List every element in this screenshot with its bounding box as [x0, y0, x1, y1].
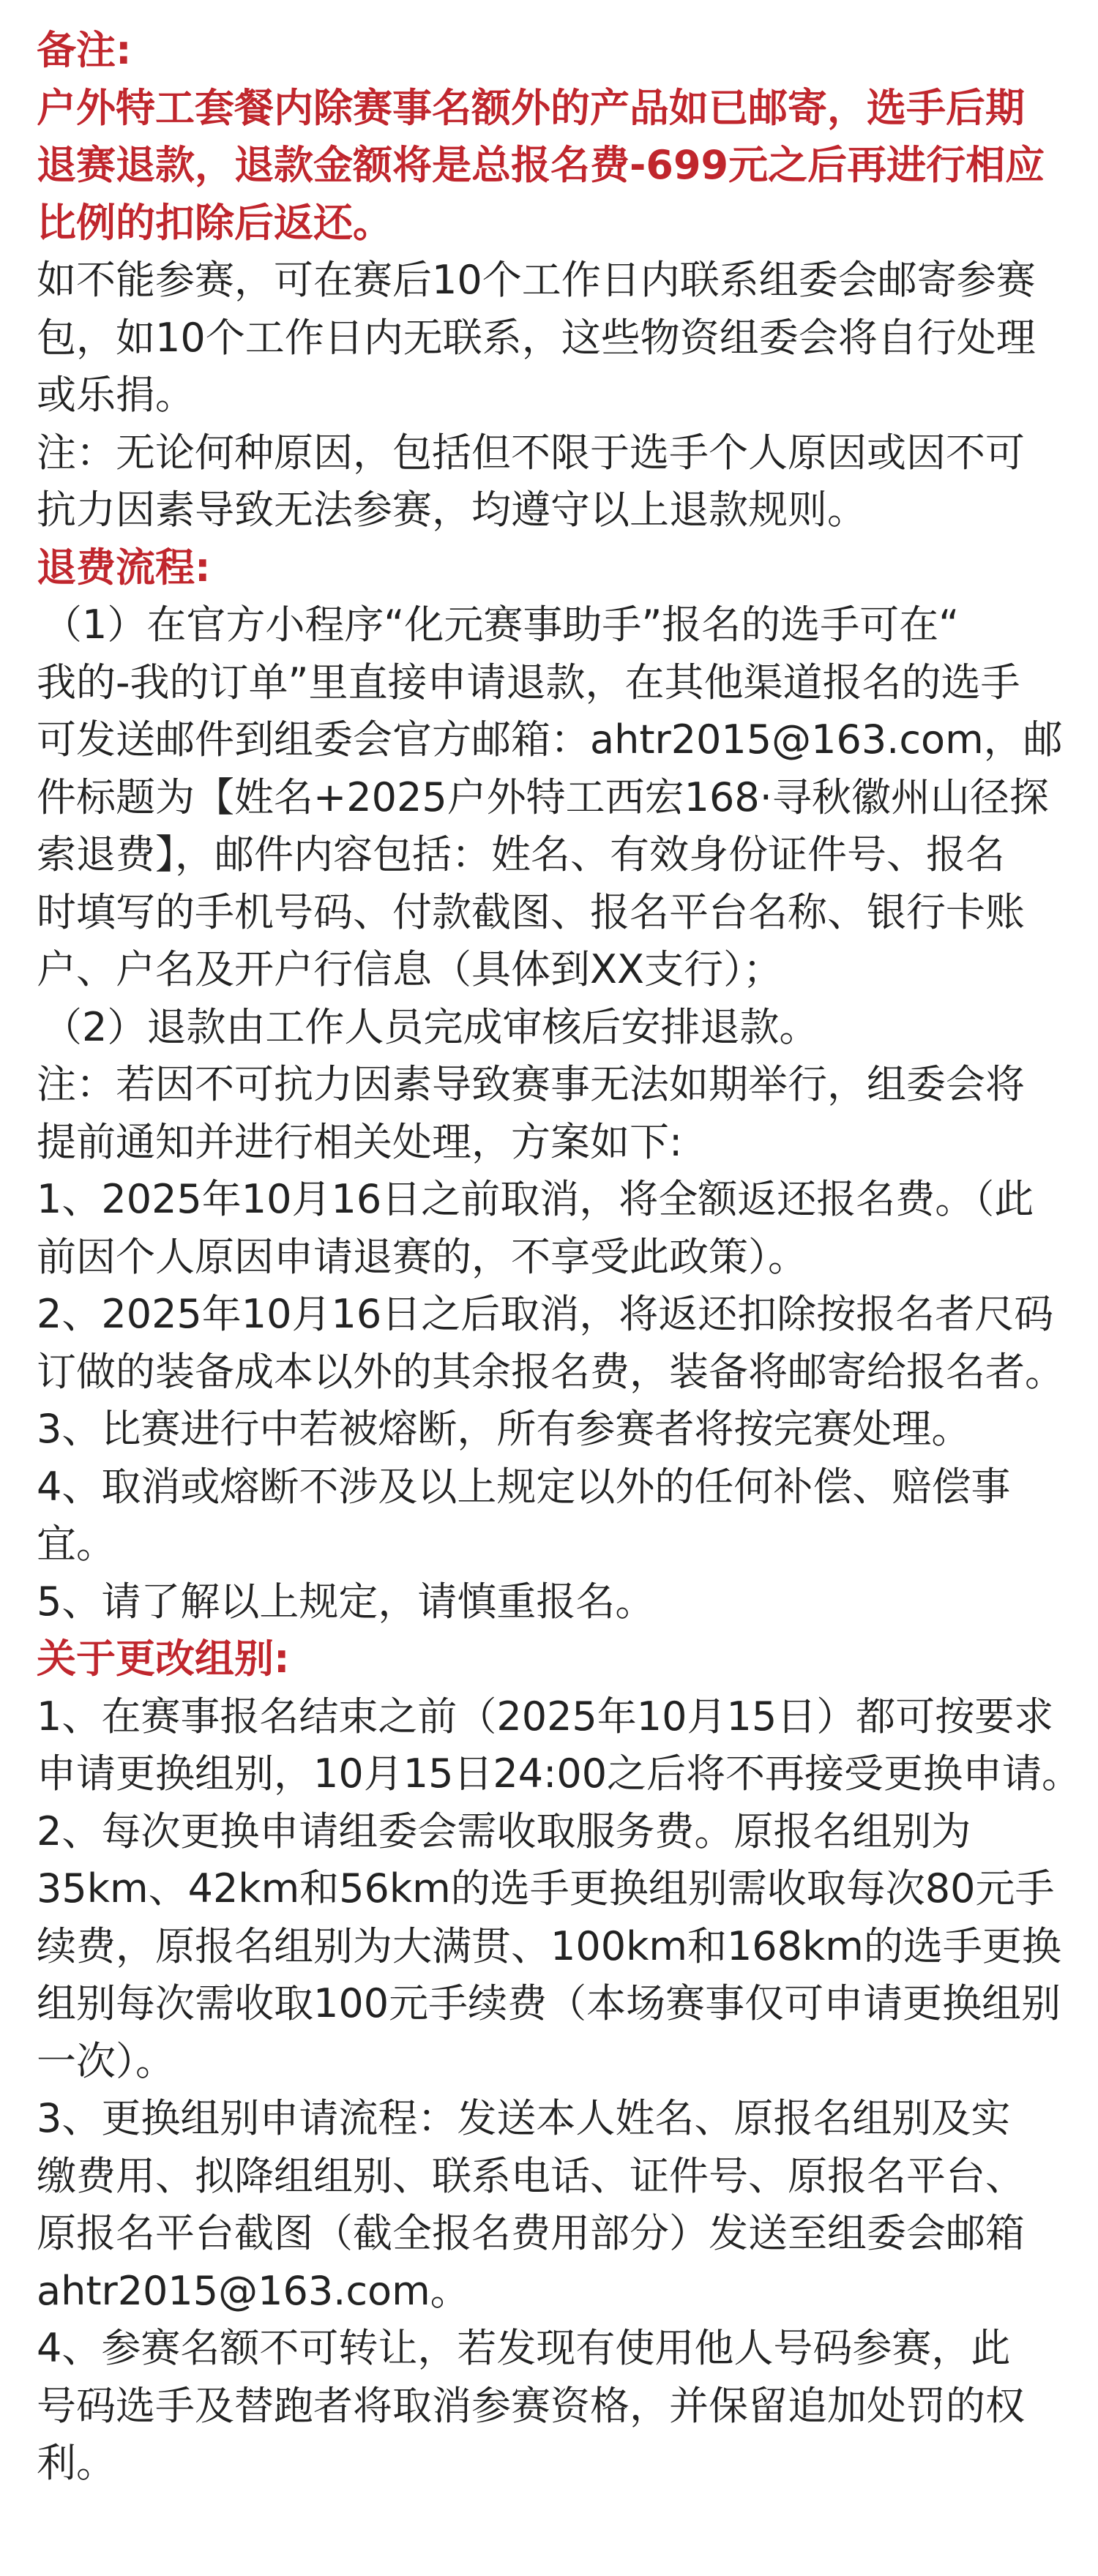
remark-line: 比例的扣除后返还。 — [37, 199, 392, 246]
body-line: （1）在官方小程序“化元赛事助手”报名的选手可在“ — [42, 602, 960, 648]
body-line: 前因个人原因申请退赛的，不享受此政策）。 — [37, 1233, 807, 1280]
body-line: 件标题为【姓名+2025户外特工西宏168·寻秋徽州山径探 — [37, 774, 1049, 820]
remark-line: 退赛退款，退款金额将是总报名费-699元之后再进行相应 — [37, 142, 1045, 188]
body-line: 包，如10个工作日内无联系，这些物资组委会将自行处理 — [37, 314, 1036, 361]
body-line: 35km、42km和56km的选手更换组别需收取每次80元手 — [37, 1865, 1055, 1912]
body-line: 宜。 — [37, 1521, 116, 1567]
body-line: 我的-我的订单”里直接申请退款，在其他渠道报名的选手 — [37, 659, 1020, 705]
body-line: 索退费】，邮件内容包括：姓名、有效身份证件号、报名 — [37, 831, 1005, 877]
body-line: 可发送邮件到组委会官方邮箱：ahtr2015@163.com，邮 — [37, 716, 1063, 763]
body-line: （2）退款由工作人员完成审核后安排退款。 — [42, 1003, 819, 1050]
section-heading-remarks: 备注: — [37, 27, 132, 73]
body-line: 一次）。 — [37, 2037, 175, 2084]
body-line: 或乐捐。 — [37, 372, 195, 418]
body-line: 1、在赛事报名结束之前（2025年10月15日）都可按要求 — [37, 1693, 1054, 1740]
body-line: 缴费用、拟降组组别、联系电话、证件号、原报名平台、 — [37, 2152, 1025, 2199]
body-line: 注：无论何种原因，包括但不限于选手个人原因或因不可 — [37, 429, 1025, 476]
body-line: 3、比赛进行中若被熔断，所有参赛者将按完赛处理。 — [37, 1406, 971, 1452]
body-line: 4、参赛名额不可转让，若发现有使用他人号码参赛，此 — [37, 2325, 1011, 2371]
body-line: 时填写的手机号码、付款截图、报名平台名称、银行卡账 — [37, 888, 1025, 935]
body-line: 续费，原报名组别为大满贯、100km和168km的选手更换 — [37, 1922, 1061, 1969]
body-line: 利。 — [37, 2440, 116, 2486]
body-line: 抗力因素导致无法参赛，均遵守以上退款规则。 — [37, 487, 867, 533]
body-line: 4、取消或熔断不涉及以上规定以外的任何补偿、赔偿事 — [37, 1463, 1011, 1510]
body-line: 订做的装备成本以外的其余报名费，装备将邮寄给报名者。 — [37, 1348, 1064, 1395]
body-line: 提前通知并进行相关处理，方案如下: — [37, 1118, 683, 1165]
body-line: 1、2025年10月16日之前取消，将全额返还报名费。（此 — [37, 1176, 1034, 1222]
body-line: 号码选手及替跑者将取消参赛资格，并保留追加处罚的权 — [37, 2382, 1025, 2429]
body-line: 户、户名及开户行信息（具体到XX支行）； — [37, 946, 783, 992]
body-line: 2、每次更换申请组委会需收取服务费。原报名组别为 — [37, 1808, 971, 1854]
body-line: 3、更换组别申请流程：发送本人姓名、原报名组别及实 — [37, 2095, 1011, 2141]
body-line: 组别每次需收取100元手续费（本场赛事仅可申请更换组别 — [37, 1980, 1061, 2026]
body-line: 2、2025年10月16日之后取消，将返还扣除按报名者尺码 — [37, 1291, 1054, 1337]
body-line: 申请更换组别，10月15日24:00之后将不再接受更换申请。 — [37, 1751, 1082, 1797]
body-line: 注：若因不可抗力因素导致赛事无法如期举行，组委会将 — [37, 1061, 1025, 1107]
body-line: 原报名平台截图（截全报名费用部分）发送至组委会邮箱 — [37, 2210, 1025, 2256]
body-line: 如不能参赛，可在赛后10个工作日内联系组委会邮寄参赛 — [37, 257, 1036, 303]
body-line: 5、请了解以上规定，请慎重报名。 — [37, 1578, 655, 1625]
section-heading-change-group: 关于更改组别: — [37, 1636, 290, 1682]
section-heading-refund-process: 退费流程: — [37, 544, 211, 591]
body-line: ahtr2015@163.com。 — [37, 2267, 470, 2314]
remark-line: 户外特工套餐内除赛事名额外的产品如已邮寄，选手后期 — [37, 84, 1025, 131]
